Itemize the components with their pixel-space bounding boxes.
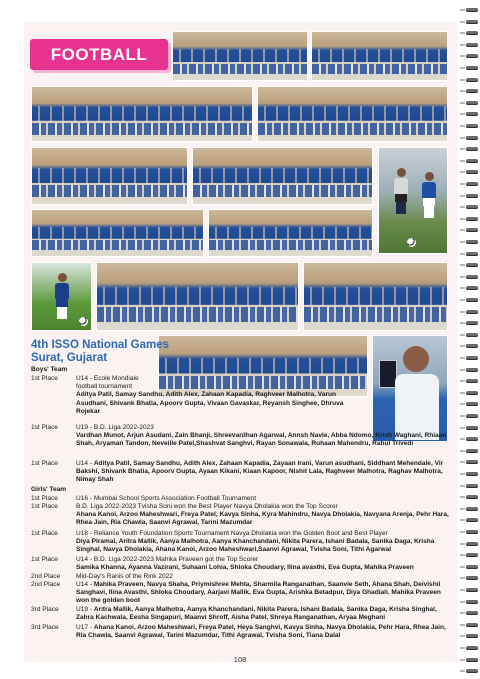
- binding-ring: [466, 391, 478, 395]
- binding-ring: [466, 368, 478, 372]
- binding-ring: [466, 495, 478, 499]
- girls-team-label: Girls' Team: [31, 486, 67, 493]
- team-photo-6: [192, 147, 373, 205]
- binding-ring: [466, 356, 478, 360]
- binding-ring: [466, 472, 478, 476]
- binding-ring: [466, 240, 478, 244]
- binding-ring: [466, 159, 478, 163]
- binding-ring: [466, 484, 478, 488]
- team-photo-4: [257, 86, 448, 142]
- player-figure: [393, 168, 409, 216]
- binding-ring: [466, 507, 478, 511]
- binding-ring: [466, 530, 478, 534]
- binding-ring: [466, 437, 478, 441]
- binding-ring: [466, 321, 478, 325]
- binding-ring: [466, 588, 478, 592]
- binding-ring: [466, 600, 478, 604]
- binding-ring: [466, 426, 478, 430]
- binding-ring: [466, 414, 478, 418]
- binding-ring: [466, 54, 478, 58]
- binding-ring: [466, 194, 478, 198]
- team-photo-8: [208, 209, 373, 257]
- binding-ring: [466, 402, 478, 406]
- binding-ring: [466, 460, 478, 464]
- binding-ring: [466, 263, 478, 267]
- boys-team-label: Boys' Team: [31, 366, 68, 373]
- binding-ring: [466, 449, 478, 453]
- binding-ring: [466, 379, 478, 383]
- binding-ring: [466, 252, 478, 256]
- binding-ring: [466, 205, 478, 209]
- page-title-banner: [30, 39, 168, 70]
- binding-ring: [466, 20, 478, 24]
- binding-ring: [466, 170, 478, 174]
- ball-icon: [407, 238, 416, 247]
- binding-ring: [466, 310, 478, 314]
- binding-ring: [466, 669, 478, 673]
- team-photo-3: [31, 86, 253, 142]
- binding-ring: [466, 66, 478, 70]
- binding-ring: [466, 136, 478, 140]
- ball-icon: [79, 317, 88, 326]
- page-number: 108: [233, 655, 247, 664]
- team-photo-9: [96, 262, 299, 331]
- binding-ring: [466, 344, 478, 348]
- binding-ring: [466, 518, 478, 522]
- avatar: [403, 346, 429, 372]
- binding-ring: [466, 553, 478, 557]
- binding-ring: [466, 298, 478, 302]
- team-photo-5: [31, 147, 188, 205]
- binding-ring: [466, 286, 478, 290]
- binding-ring: [466, 646, 478, 650]
- binding-ring: [466, 147, 478, 151]
- event-heading: 4th ISSO National Games Surat, Gujarat: [31, 339, 170, 364]
- team-photo-10: [303, 262, 448, 331]
- team-photo-7: [31, 209, 204, 257]
- team-photo-1: [172, 31, 308, 81]
- binding-ring: [466, 228, 478, 232]
- page-title: FOOTBALL: [50, 44, 148, 64]
- binding-ring: [466, 89, 478, 93]
- binding-ring: [466, 112, 478, 116]
- binding-ring: [466, 275, 478, 279]
- binding-ring: [466, 182, 478, 186]
- action-photo-2: [31, 262, 92, 331]
- binding-ring: [466, 43, 478, 47]
- binding-ring: [466, 78, 478, 82]
- player-figure: [54, 273, 70, 321]
- binding-ring: [466, 634, 478, 638]
- binding-ring: [466, 623, 478, 627]
- binding-ring: [466, 333, 478, 337]
- binding-ring: [466, 8, 478, 12]
- team-photo-2: [311, 31, 448, 81]
- binding-ring: [466, 565, 478, 569]
- binding-ring: [466, 124, 478, 128]
- binding-ring: [466, 101, 478, 105]
- binding-ring: [466, 576, 478, 580]
- binding-ring: [466, 611, 478, 615]
- action-photo-1: [378, 147, 448, 254]
- binding-ring: [466, 31, 478, 35]
- binding-ring: [466, 542, 478, 546]
- spiral-binding: [462, 0, 480, 679]
- player-figure: [421, 172, 437, 220]
- binding-ring: [466, 217, 478, 221]
